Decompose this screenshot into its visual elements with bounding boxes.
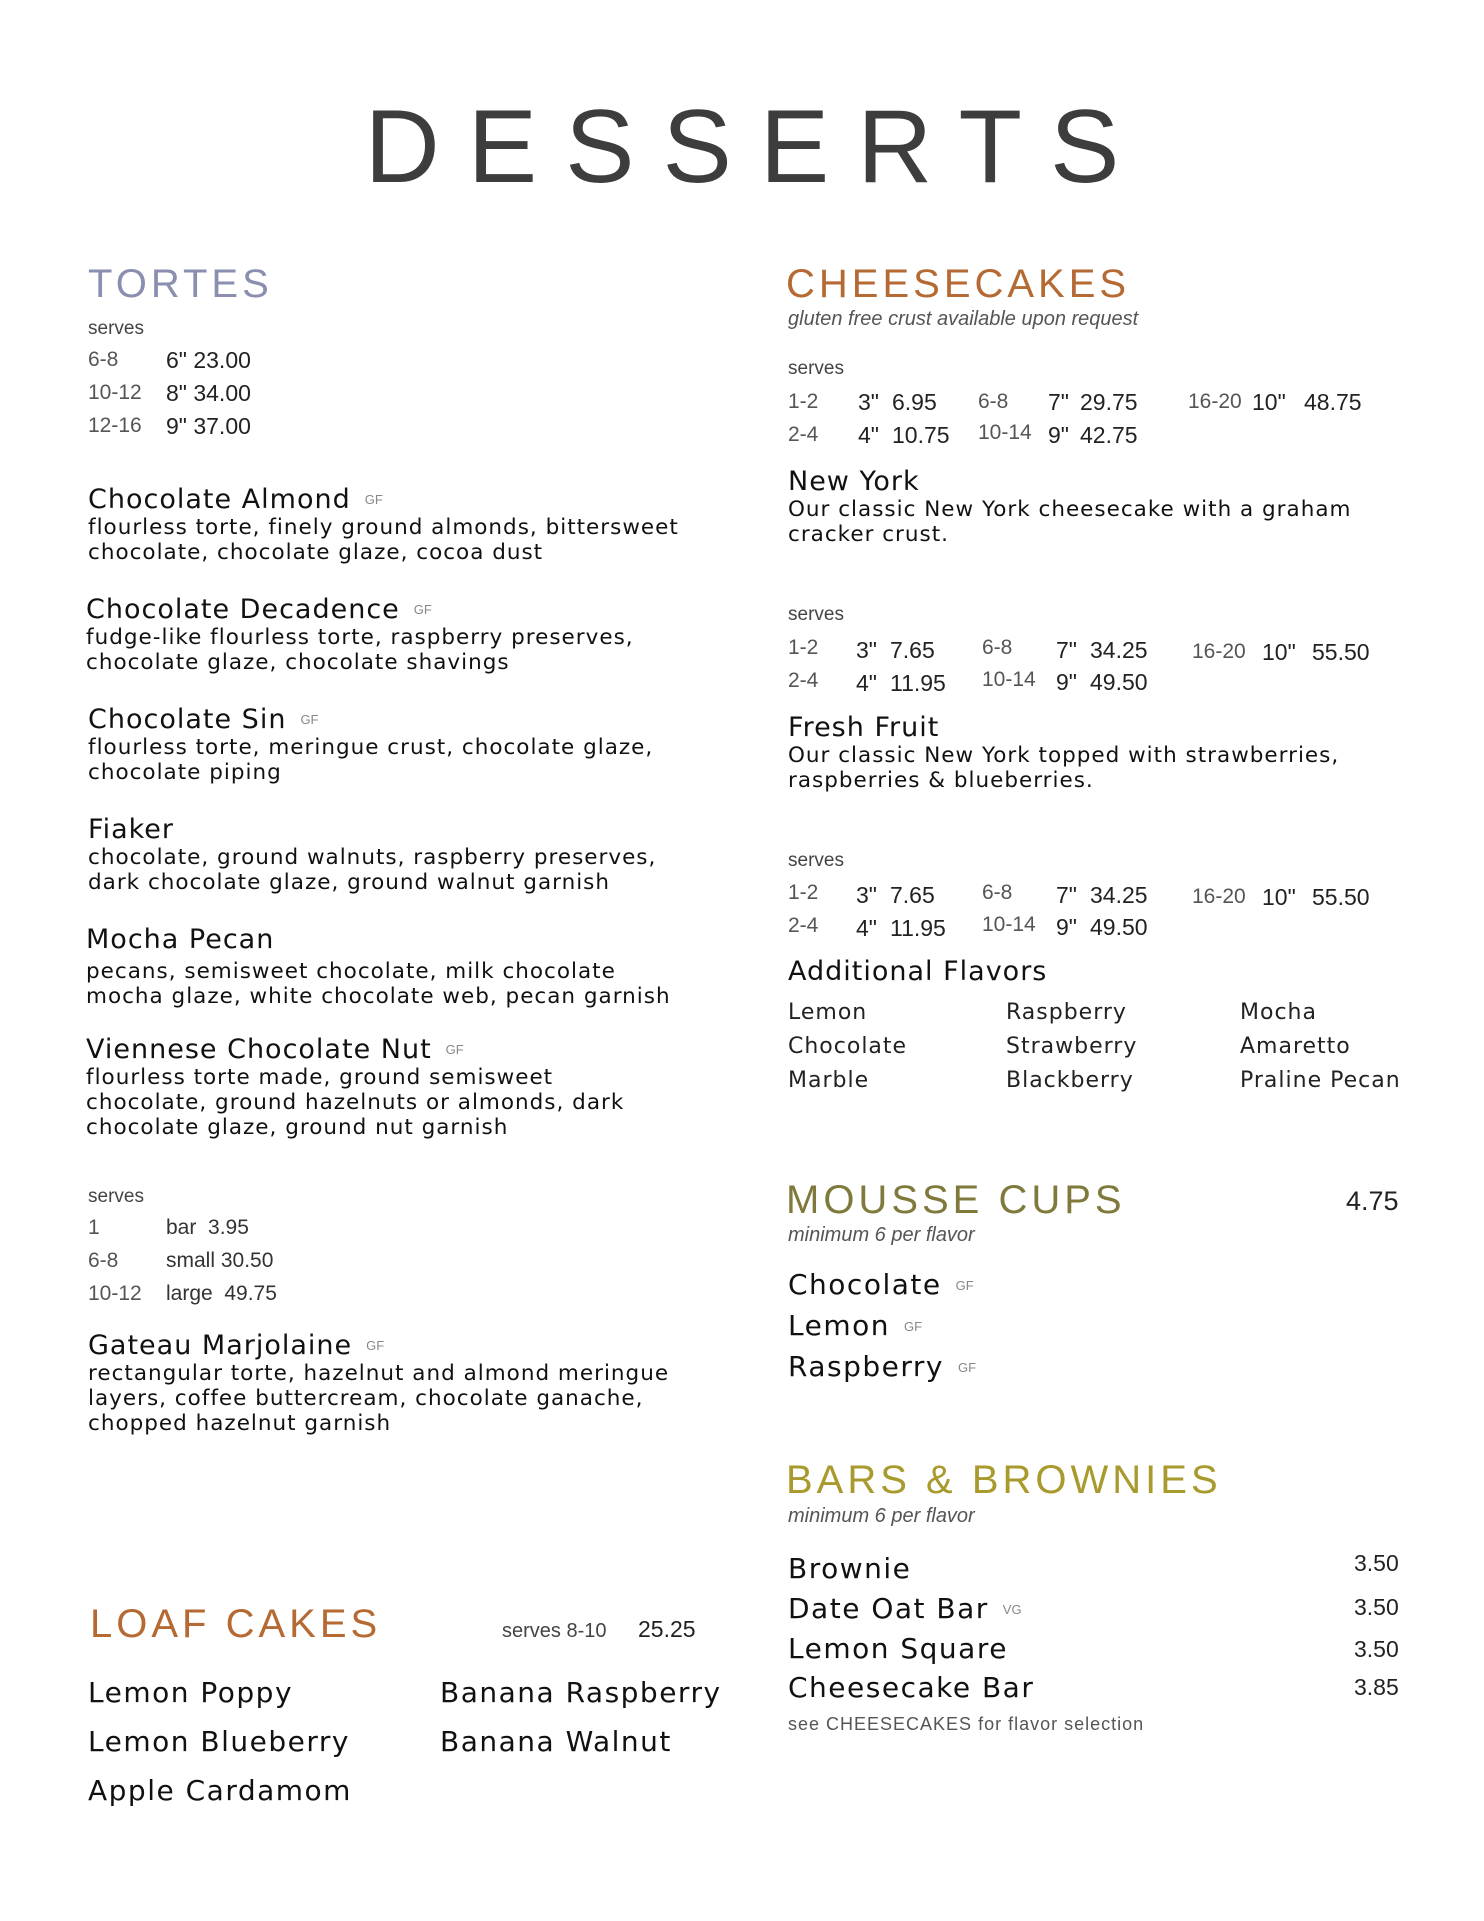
serves-value: 6-8 (982, 881, 1013, 904)
mousse-heading: MOUSSE CUPS (786, 1178, 1126, 1222)
bar-name: Cheesecake Bar (788, 1671, 1035, 1704)
bar-name: Date Oat Bar (788, 1592, 989, 1625)
cheesecake-desc: Our classic New York topped with strawberries, (788, 743, 1340, 768)
cheesecake-serves-label: serves (788, 604, 844, 625)
torte-desc: flourless torte made, ground semisweet (86, 1065, 554, 1090)
price-value: 34.25 (1090, 637, 1148, 663)
size-value: 10" (1262, 639, 1296, 665)
bar-item (788, 1552, 911, 1585)
cheesecake-item (788, 466, 1351, 547)
flavor-item: Amaretto (1240, 1034, 1351, 1059)
size-value: 3" (858, 389, 879, 415)
loaf-item: Apple Cardamom (88, 1774, 352, 1807)
bar-item (788, 1671, 1034, 1704)
cheesecake-desc: Our classic New York cheesecake with a graham (788, 497, 1352, 522)
serves-value: 6-8 (982, 636, 1013, 659)
loaf-heading: LOAF CAKES (90, 1602, 382, 1646)
serves-value: 16-20 (1192, 885, 1246, 908)
tortes-size-serves: 6-8 (88, 348, 119, 371)
gateau-size-serves: 6-8 (88, 1249, 119, 1272)
gateau-name: Gateau Marjolaine (88, 1330, 353, 1361)
torte-item (88, 814, 656, 895)
torte-desc: chocolate piping (88, 760, 282, 785)
cheesecake-name: New York (788, 466, 920, 497)
bar-name: Brownie (788, 1552, 912, 1585)
bars-footnote: see CHEESECAKES for flavor selection (788, 1714, 1145, 1734)
cheesecake-desc: raspberries & blueberries. (788, 768, 1094, 793)
price-value: 6.95 (892, 389, 937, 415)
loaf-item: Banana Raspberry (440, 1676, 722, 1709)
cheesecakes-note: gluten free crust available upon request (788, 308, 1139, 330)
size-value: 10" (1262, 884, 1296, 910)
vegan-tag: VG (1002, 1602, 1022, 1617)
size-value: 7" (1056, 637, 1077, 663)
torte-desc: chocolate glaze, chocolate shavings (86, 650, 510, 675)
gateau-size-price: small 30.50 (166, 1249, 274, 1272)
price-value: 11.95 (890, 915, 946, 941)
size-value: 9" (1056, 669, 1077, 695)
serves-value: 2-4 (788, 669, 819, 692)
gluten-free-tag: GF (364, 492, 383, 507)
flavor-item: Mocha (1240, 1000, 1317, 1025)
size-value: 7" (1056, 882, 1077, 908)
gluten-free-tag: GF (957, 1360, 977, 1375)
torte-desc: pecans, semisweet chocolate, milk chocolate (86, 959, 616, 984)
loaf-serves: serves 8-10 (502, 1620, 607, 1642)
serves-value: 10-14 (982, 668, 1036, 691)
gateau-size-serves: 1 (88, 1216, 100, 1239)
serves-value: 1-2 (788, 636, 819, 659)
torte-name: Fiaker (88, 814, 174, 845)
flavor-item: Chocolate (788, 1034, 908, 1059)
size-value: 4" (858, 422, 879, 448)
mousse-price: 4.75 (1346, 1186, 1399, 1216)
gluten-free-tag: GF (366, 1338, 385, 1353)
page-title: DESSERTS (364, 89, 1148, 205)
gluten-free-tag: GF (955, 1278, 974, 1293)
serves-value: 10-14 (978, 421, 1032, 444)
bar-name: Lemon Square (788, 1632, 1008, 1665)
torte-item (86, 1034, 624, 1140)
torte-desc: chocolate glaze, ground nut garnish (86, 1115, 509, 1140)
gluten-free-tag: GF (904, 1319, 923, 1334)
additional-flavors-heading: Additional Flavors (788, 956, 1048, 987)
serves-value: 10-14 (982, 913, 1036, 936)
bar-price: 3.50 (1354, 1636, 1399, 1662)
price-value: 49.50 (1090, 669, 1148, 695)
tortes-size-price: 6" 23.00 (166, 347, 251, 373)
flavor-item: Strawberry (1006, 1034, 1138, 1059)
flavor-item: Raspberry (1006, 1000, 1127, 1025)
price-value: 11.95 (890, 670, 946, 696)
cheesecake-name: Fresh Fruit (788, 712, 940, 743)
torte-item (88, 484, 679, 565)
serves-value: 6-8 (978, 390, 1009, 413)
gateau-desc: layers, coffee buttercream, chocolate ganache, (88, 1386, 644, 1411)
serves-value: 1-2 (788, 881, 819, 904)
torte-name: Chocolate Sin (88, 704, 287, 735)
gateau-serves-label: serves (88, 1186, 144, 1207)
gluten-free-tag: GF (413, 602, 432, 617)
gluten-free-tag: GF (445, 1042, 464, 1057)
torte-name: Chocolate Decadence (86, 594, 400, 625)
mousse-name: Raspberry (788, 1350, 944, 1383)
loaf-item: Lemon Poppy (88, 1676, 294, 1709)
price-value: 49.50 (1090, 914, 1148, 940)
price-value: 7.65 (890, 882, 935, 908)
gateau-size-price: large 49.75 (166, 1282, 277, 1305)
size-value: 7" (1048, 389, 1069, 415)
bars-note: minimum 6 per flavor (788, 1505, 975, 1527)
torte-name: Viennese Chocolate Nut (86, 1034, 432, 1065)
serves-value: 2-4 (788, 914, 819, 937)
torte-desc: mocha glaze, white chocolate web, pecan garnish (86, 984, 671, 1009)
cheesecake-desc: cracker crust. (788, 522, 949, 547)
size-value: 9" (1056, 914, 1077, 940)
loaf-item: Lemon Blueberry (88, 1725, 350, 1758)
price-value: 7.65 (890, 637, 935, 663)
mousse-item (788, 1350, 976, 1383)
torte-desc: chocolate, ground walnuts, raspberry preserves, (88, 845, 657, 870)
size-value: 9" (1048, 422, 1069, 448)
cheesecake-item (788, 712, 1339, 793)
cheesecake-serves-label: serves (788, 850, 844, 871)
price-value: 55.50 (1312, 639, 1370, 665)
bar-price: 3.85 (1354, 1674, 1399, 1700)
flavor-item: Blackberry (1006, 1068, 1134, 1093)
serves-value: 1-2 (788, 390, 819, 413)
tortes-size-serves: 12-16 (88, 414, 142, 437)
gateau-desc: rectangular torte, hazelnut and almond meringue (88, 1361, 670, 1386)
tortes-serves-label: serves (88, 318, 144, 339)
torte-name: Chocolate Almond (88, 484, 351, 515)
serves-value: 16-20 (1188, 390, 1242, 413)
tortes-heading: TORTES (88, 262, 273, 306)
mousse-name: Lemon (788, 1309, 890, 1342)
torte-desc: dark chocolate glaze, ground walnut garnish (88, 870, 611, 895)
price-value: 55.50 (1312, 884, 1370, 910)
cheesecake-serves-label: serves (788, 358, 844, 379)
torte-desc: flourless torte, finely ground almonds, bittersweet (88, 515, 679, 540)
mousse-item (788, 1268, 974, 1301)
cheesecakes-heading: CHEESECAKES (786, 262, 1131, 306)
bar-item (788, 1592, 1022, 1625)
torte-name: Mocha Pecan (86, 924, 275, 955)
loaf-item: Banana Walnut (440, 1725, 672, 1758)
price-value: 29.75 (1080, 389, 1138, 415)
gateau-item (88, 1330, 669, 1436)
mousse-note: minimum 6 per flavor (788, 1224, 975, 1246)
torte-desc: flourless torte, meringue crust, chocolate glaze, (88, 735, 654, 760)
size-value: 3" (856, 882, 877, 908)
bar-item (788, 1632, 1008, 1665)
torte-desc: chocolate, ground hazelnuts or almonds, dark (86, 1090, 625, 1115)
tortes-size-price: 8" 34.00 (166, 380, 251, 406)
price-value: 42.75 (1080, 422, 1138, 448)
price-value: 10.75 (892, 422, 950, 448)
gateau-size-serves: 10-12 (88, 1282, 142, 1305)
torte-item (86, 924, 671, 1009)
tortes-size-price: 9" 37.00 (166, 413, 251, 439)
flavor-item: Praline Pecan (1240, 1068, 1401, 1093)
flavor-item: Lemon (788, 1000, 868, 1025)
serves-value: 2-4 (788, 423, 819, 446)
torte-item (86, 594, 634, 675)
torte-desc: chocolate, chocolate glaze, cocoa dust (88, 540, 544, 565)
size-value: 3" (856, 637, 877, 663)
loaf-price: 25.25 (638, 1616, 696, 1642)
mousse-item (788, 1309, 922, 1342)
gateau-desc: chopped hazelnut garnish (88, 1411, 392, 1436)
bar-price: 3.50 (1354, 1550, 1399, 1576)
size-value: 4" (856, 915, 877, 941)
gateau-size-price: bar 3.95 (166, 1216, 249, 1239)
bar-price: 3.50 (1354, 1594, 1399, 1620)
mousse-name: Chocolate (788, 1268, 942, 1301)
price-value: 48.75 (1304, 389, 1362, 415)
torte-item (88, 704, 653, 785)
bars-heading: BARS & BROWNIES (786, 1458, 1222, 1502)
size-value: 10" (1252, 389, 1286, 415)
torte-desc: fudge-like flourless torte, raspberry preserves, (86, 625, 634, 650)
tortes-size-serves: 10-12 (88, 381, 142, 404)
gluten-free-tag: GF (300, 712, 319, 727)
price-value: 34.25 (1090, 882, 1148, 908)
size-value: 4" (856, 670, 877, 696)
flavor-item: Marble (788, 1068, 870, 1093)
serves-value: 16-20 (1192, 640, 1246, 663)
